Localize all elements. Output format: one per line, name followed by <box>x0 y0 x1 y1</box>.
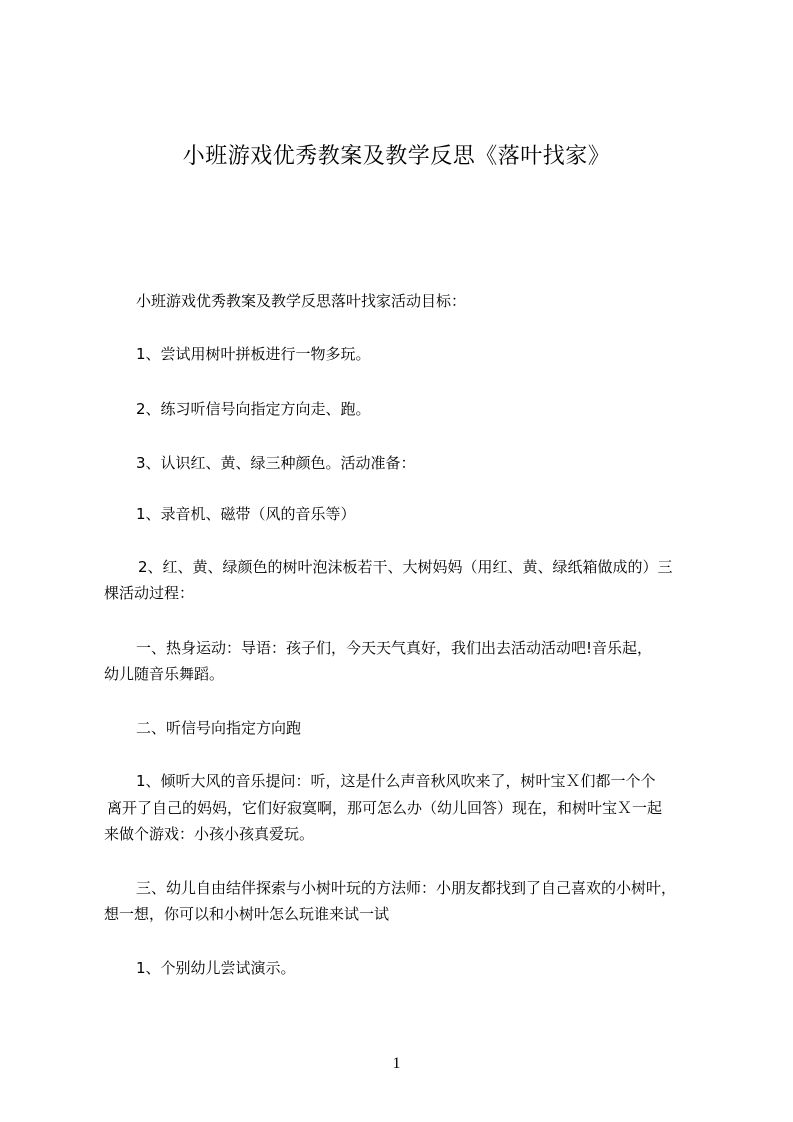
paragraph-objectives-heading: 小班游戏优秀教案及教学反思落叶找家活动目标： <box>136 292 467 310</box>
paragraph-warmup-line-2: 幼儿随音乐舞蹈。 <box>104 665 225 683</box>
paragraph-objective-2: 2、练习听信号向指定方向走、跑。 <box>136 400 371 418</box>
paragraph-warmup-line-1: 一、热身运动：导语：孩子们，今天天气真好，我们出去活动活动吧!音乐起， <box>136 639 653 657</box>
paragraph-section-3-line-1: 三、幼儿自由结伴探索与小树叶玩的方法师：小朋友都找到了自己喜欢的小树叶， <box>136 879 677 897</box>
page-number: 1 <box>392 1055 401 1072</box>
paragraph-listen-line-1: 1、倾听大风的音乐提问：听，这是什么声音秋风吹来了，树叶宝Ｘ们都一个个 <box>136 772 656 790</box>
paragraph-section-2-heading: 二、听信号向指定方向跑 <box>136 719 302 737</box>
paragraph-preparation-2-line-2: 棵活动过程： <box>104 584 195 602</box>
paragraph-section-3-line-2: 想一想，你可以和小树叶怎么玩谁来试一试 <box>104 905 390 923</box>
paragraph-demo-1: 1、个别幼儿尝试演示。 <box>136 959 296 977</box>
paragraph-listen-line-3: 来做个游戏：小孩小孩真爱玩。 <box>104 825 315 843</box>
document-title: 小班游戏优秀教案及教学反思《落叶找家》 <box>182 144 611 169</box>
paragraph-listen-line-2: 离开了自己的妈妈，它们好寂寞啊，那可怎么办（幼儿回答）现在，和树叶宝Ｘ一起 <box>107 799 663 817</box>
paragraph-preparation-2-line-1: 2、红、黄、绿颜色的树叶泡沫板若干、大树妈妈（用红、黄、绿纸箱做成的）三 <box>138 558 673 576</box>
paragraph-objective-3: 3、认识红、黄、绿三种颜色。活动准备： <box>136 454 416 472</box>
paragraph-objective-1: 1、尝试用树叶拼板进行一物多玩。 <box>136 345 371 363</box>
paragraph-preparation-1: 1、录音机、磁带（风的音乐等） <box>136 505 356 523</box>
